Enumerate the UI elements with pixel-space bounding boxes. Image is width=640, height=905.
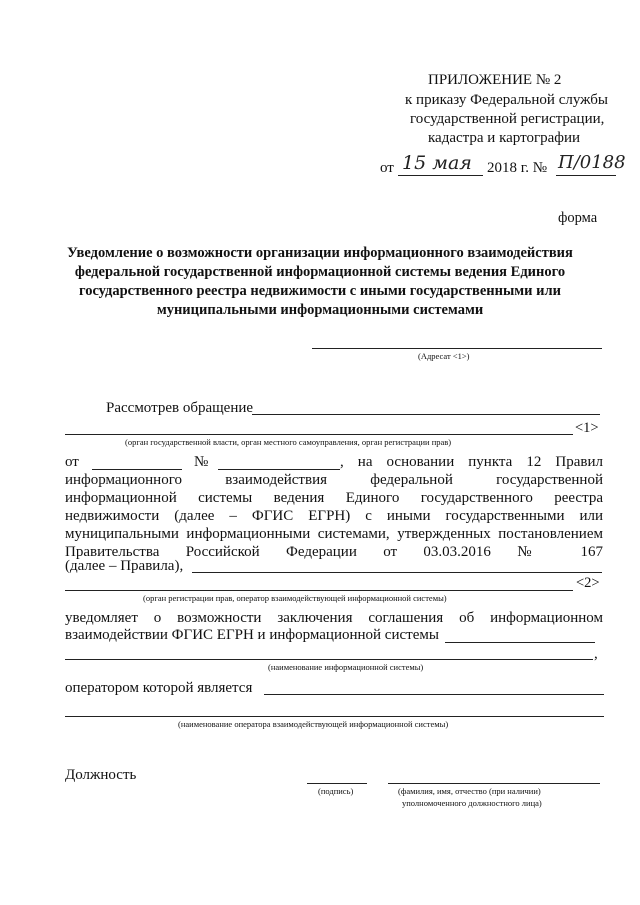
document-title-line-2: федеральной государственной информационной системы ведения Единого <box>74 264 566 280</box>
number-line <box>556 175 616 176</box>
footnote-ref-1: <1> <box>575 420 599 436</box>
handwritten-number: П/0188 <box>558 152 626 173</box>
paragraph-line-3: информационной системы ведения Единого государственного реестра <box>65 490 603 506</box>
paragraph-line-6: Правительства Российской Федерации от 03.03.2016 № 167 <box>65 544 603 560</box>
operator-line-1 <box>264 694 604 695</box>
system-blank-line-1 <box>445 642 595 643</box>
footnote-ref-2: <2> <box>576 575 600 591</box>
position-label: Должность <box>65 767 137 783</box>
addressee-line <box>312 348 602 349</box>
document-title-line-1: Уведомление о возможности организации информационного взаимодействия <box>67 245 573 261</box>
request-line-1 <box>252 414 600 415</box>
document-title-line-3: государственного реестра недвижимости с иными государственными или <box>78 283 562 299</box>
date-blank-line <box>92 469 182 470</box>
caption-operator-name: (наименование оператора взаимодействующей информационной системы) <box>178 719 449 729</box>
date-prefix: от <box>380 160 394 176</box>
request-line-2 <box>65 434 573 435</box>
caption-authority: (орган государственной власти, орган местного самоуправления, орган регистрации прав) <box>125 437 452 447</box>
handwritten-date: 15 мая <box>402 152 472 174</box>
system-blank-line-2 <box>65 659 593 660</box>
notice-line-1: уведомляет о возможности заключения соглашения об информационном <box>65 610 603 626</box>
caption-system-name: (наименование информационной системы) <box>268 662 424 672</box>
considered-label: Рассмотрев обращение <box>106 400 254 416</box>
name-caption-1: (фамилия, имя, отчество (при наличии) <box>398 786 541 796</box>
paragraph-line-2: информационного взаимодействия федеральной государственной <box>65 472 603 488</box>
number-blank-line <box>218 469 340 470</box>
header-line-1: к приказу Федеральной службы <box>405 92 609 108</box>
header-line-2: государственной регистрации, <box>410 111 605 127</box>
signature-line <box>307 783 367 784</box>
paragraph-line-7: (далее – Правила), <box>65 558 184 574</box>
operator-line-2 <box>65 716 604 717</box>
name-line <box>388 783 600 784</box>
text-number-sign: № <box>194 454 209 470</box>
comma: , <box>594 646 598 662</box>
appendix-title: ПРИЛОЖЕНИЕ № 2 <box>428 72 562 88</box>
caption-registration: (орган регистрации прав, оператор взаимодействующей информационной системы) <box>143 593 447 603</box>
form-label: форма <box>558 210 598 226</box>
paragraph-line-5: муниципальными информационными системами, утвержденных постановлением <box>65 526 603 542</box>
text-from: от <box>65 454 79 470</box>
addressee-caption: (Адресат <1>) <box>418 351 470 361</box>
signature-caption: (подпись) <box>318 786 354 796</box>
header-line-3: кадастра и картографии <box>428 130 581 146</box>
notice-line-2: взаимодействии ФГИС ЕГРН и информационной системы <box>65 627 439 643</box>
operator-blank-line <box>65 590 573 591</box>
text-basis: , на основании пункта 12 Правил <box>340 454 603 470</box>
paragraph-line-4: недвижимости (далее – ФГИС ЕГРН) с иными государственными или <box>65 508 603 524</box>
document-title-line-4: муниципальными информационными системами <box>156 302 484 318</box>
date-line <box>398 175 483 176</box>
date-year: 2018 г. № <box>487 160 548 176</box>
rules-blank-line <box>192 572 602 573</box>
name-caption-2: уполномоченного должностного лица) <box>402 798 542 808</box>
operator-label: оператором которой является <box>65 680 253 696</box>
